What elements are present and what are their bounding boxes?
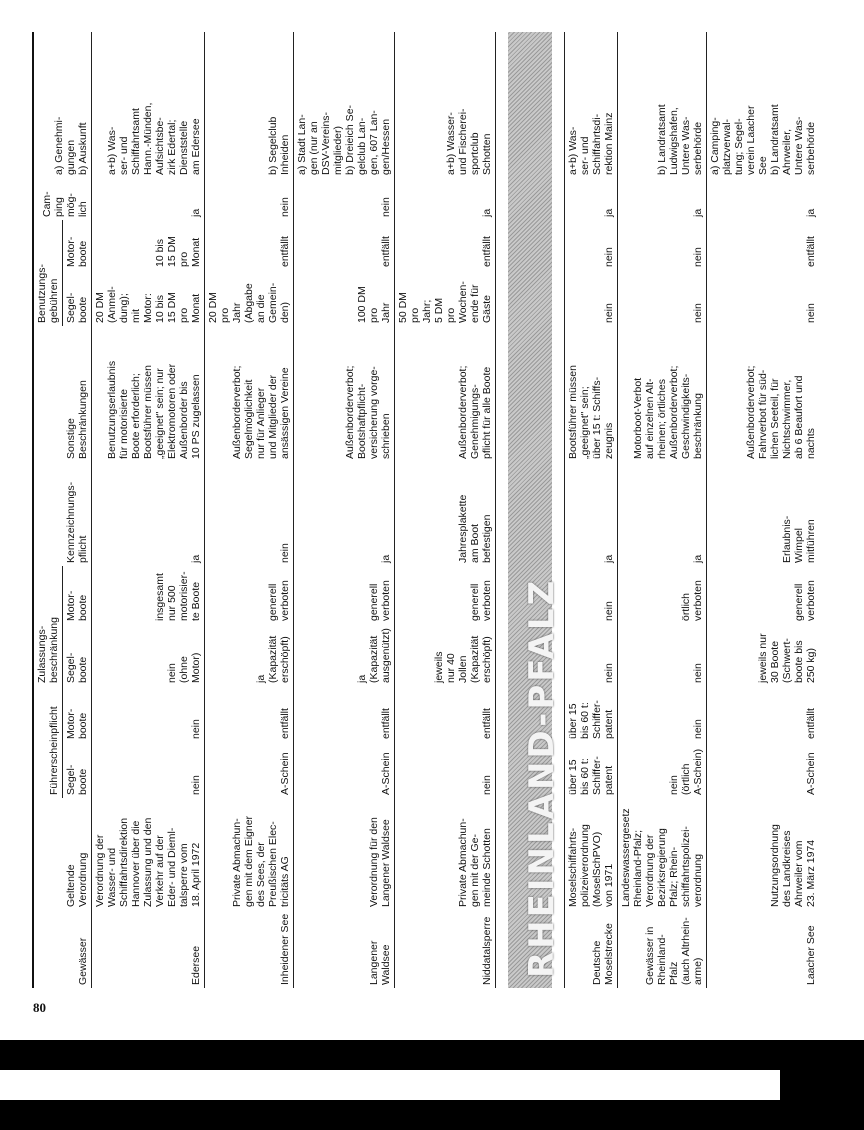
restrictions-cell: Außenborderverbot; Segelmöglichkeit nur für Anlieger und Mitglieder der ansässigen Vereine [205, 326, 294, 462]
header-gewaesser: Gewässer [33, 910, 92, 988]
section-cell [496, 32, 565, 988]
header-genehmigung: a) Genehmi- gungen b) Auskunft [33, 32, 92, 178]
restrictions-cell: Außenborderverbot; Genehmigungs- pflicht für alle Boote [395, 326, 496, 462]
admission-motor-cell: nein [565, 566, 618, 624]
fee-motor-cell: 10 bis 15 DM pro Monat [92, 220, 205, 270]
header-verordnung: Geltende Verordnung [33, 798, 92, 910]
scan-gap [0, 1070, 780, 1100]
regulation-cell: Private Abmachun- gen mit der Ge- meinde Schotten [395, 798, 496, 910]
authority-cell: a+b) Was- ser- und Schiffahrtsdi- rektion Mainz [565, 32, 618, 178]
restrictions-cell: Außenborderverbot; Fahrverbot für süd- lichen Seeteil, für Nichtschwimmer, ab 6 Beaufort und nachts [707, 326, 820, 462]
authority-cell: b) Landratsamt Ludwigshafen, Untere Was- serbehörde [618, 32, 707, 178]
section-divider [496, 32, 565, 988]
marking-cell: ja [618, 462, 707, 566]
table-row [205, 32, 294, 988]
header-gebuehren: Benutzungs- gebühren [33, 220, 63, 326]
section-row [496, 32, 565, 988]
table-row [707, 32, 820, 988]
fee-motor-cell: entfällt [205, 220, 294, 270]
waterbody-cell: Deutsche Moselstrecke [565, 910, 618, 988]
license-sail-cell: A-Schein [294, 742, 395, 798]
regulation-cell: Moselschiffahrts- polizeiverordnung (MoselSchPVO) von 1971 [565, 798, 618, 910]
table-body-rheinland-pfalz [565, 32, 820, 988]
fee-sail-cell: nein [707, 270, 820, 326]
header-fuehrerschein: Führerscheinpflicht [33, 686, 63, 798]
waterbody-cell: Niddatalsperre [395, 910, 496, 988]
authority-cell: a) Camping- platzverwal- tung; Segel- verein Laacher See b) Landratsamt Ahrweiler, Untere Was- serbehörde [707, 32, 820, 178]
regulations-table [32, 32, 819, 988]
license-motor-cell: über 15 bis 60 t: Schiffer- patent [565, 686, 618, 742]
camping-cell: ja [395, 178, 496, 220]
section-banner-label: RHEINLAND-PFALZ [522, 577, 562, 978]
table-row [395, 32, 496, 988]
header-zulassung: Zulassungs- beschränkung [33, 566, 63, 686]
admission-sail-cell: jeweils nur 40 Jollen (Kapazität erschöpft) [395, 624, 496, 686]
camping-cell: nein [294, 178, 395, 220]
admission-motor-cell: generell verboten [395, 566, 496, 624]
waterbody-cell: Edersee [92, 910, 205, 988]
header-sonstige: Sonstige Beschränkungen [33, 326, 92, 462]
fee-motor-cell: nein [565, 220, 618, 270]
header-fs-motor: Motor- boote [63, 686, 92, 742]
marking-cell: ja [294, 462, 395, 566]
camping-cell: nein [205, 178, 294, 220]
license-motor-cell: entfällt [707, 686, 820, 742]
admission-motor-cell: generell verboten [707, 566, 820, 624]
waterbody-cell: Laacher See [707, 910, 820, 988]
page-number: 80 [33, 1000, 46, 1015]
fee-sail-cell: 100 DM pro Jahr [294, 270, 395, 326]
regulation-cell: Verordnung der Wasser- und Schiffahrtsdirektion Hannover über die Zulassung und den Verkehr auf der Eder- und Dieml- talsperre vom 18. April 1972 [92, 798, 205, 910]
fee-motor-cell: entfällt [294, 220, 395, 270]
admission-motor-cell: insgesamt nur 500 motorisier- te Boote [92, 566, 205, 624]
license-motor-cell: entfällt [294, 686, 395, 742]
fee-motor-cell: entfällt [395, 220, 496, 270]
table-body-hessen [92, 32, 496, 988]
marking-cell: ja [565, 462, 618, 566]
authority-cell: a+b) Wasser- und Fischerei- sportclub Schotten [395, 32, 496, 178]
license-sail-cell: nein [395, 742, 496, 798]
table-row [618, 32, 707, 988]
fee-sail-cell: nein [618, 270, 707, 326]
fee-motor-cell: nein [618, 220, 707, 270]
regulation-cell: Nutzungsordnung des Landkreises Ahrweiler vom 23. März 1974 [707, 798, 820, 910]
table-row [92, 32, 205, 988]
table-row [294, 32, 395, 988]
regulations-table-wrapper [32, 32, 832, 988]
header-kennzeichnung: Kennzeichnungs- pflicht [33, 462, 92, 566]
section-banner [508, 32, 562, 988]
authority-cell: b) Segelclub Inheiden [205, 32, 294, 178]
restrictions-cell: Benutzungserlaubnis für motorisierte Boote erforderlich; Bootsführer müssen „geeignet" sein; nur Elektromotoren oder Außenborder bis 10 PS zugelassen [92, 326, 205, 462]
license-motor-cell: nein [92, 686, 205, 742]
fee-motor-cell: entfällt [707, 220, 820, 270]
waterbody-cell: Langener Waldsee [294, 910, 395, 988]
admission-motor-cell: generell verboten [294, 566, 395, 624]
fee-sail-cell: 50 DM pro Jahr; 5 DM pro Wochen- ende für Gäste [395, 270, 496, 326]
admission-sail-cell: nein [565, 624, 618, 686]
header-camping: Cam- ping mög- lich [33, 178, 92, 220]
license-sail-cell: A-Schein [205, 742, 294, 798]
regulation-cell: Private Abmachun- gen mit dem Eigner des Sees, der Preußischen Elec- tricitäts AG [205, 798, 294, 910]
waterbody-cell: Gewässer in Rheinland-Pfalz (auch Altrhein- arme) [618, 910, 707, 988]
camping-cell: ja [707, 178, 820, 220]
admission-sail-cell: nein [618, 624, 707, 686]
license-sail-cell: nein (örtlich A-Schein) [618, 742, 707, 798]
camping-cell: ja [565, 178, 618, 220]
license-motor-cell: nein [618, 686, 707, 742]
license-sail-cell: über 15 bis 60 t: Schiffer- patent [565, 742, 618, 798]
license-motor-cell: entfällt [395, 686, 496, 742]
header-row-1 [33, 32, 63, 988]
admission-sail-cell: jeweils nur 30 Boote (Schwert- boote bis 250 kg) [707, 624, 820, 686]
header-fs-segel: Segel- boote [63, 742, 92, 798]
table-row [565, 32, 618, 988]
authority-cell: a) Stadt Lan- gen (nur an DSV-Vereins- mitglieder) b) Dreieich Se- gelclub Lan- gen, 607 Lan- gen/Hessen [294, 32, 395, 178]
admission-motor-cell: örtlich verboten [618, 566, 707, 624]
marking-cell: Jahresplakette am Boot befestigen [395, 462, 496, 566]
marking-cell: nein [205, 462, 294, 566]
marking-cell: Erlaubnis- Wimpel mitführen [707, 462, 820, 566]
header-zul-motor: Motor- boote [63, 566, 92, 624]
fee-sail-cell: 20 DM pro Jahr (Abgabe an die Gemein- den) [205, 270, 294, 326]
restrictions-cell: Bootsführer müssen „geeignet" sein; über 15 t: Schiffs- zeugnis [565, 326, 618, 462]
header-geb-motor: Motor- boote [63, 220, 92, 270]
admission-sail-cell: ja (Kapazität erschöpft) [205, 624, 294, 686]
restrictions-cell: Außenborderverbot; Bootshaftpflicht- versicherung vorge- schrieben [294, 326, 395, 462]
fee-sail-cell: 20 DM (Anmel- dung); mit Motor: 10 bis 15 DM pro Monat [92, 270, 205, 326]
header-geb-segel: Segel- boote [63, 270, 92, 326]
license-motor-cell: entfällt [205, 686, 294, 742]
authority-cell: a+b) Was- ser- und Schiffahrtsamt Hann.-Münden, Aufsichtsbe- zirk Edertal; Dienststelle am Edersee [92, 32, 205, 178]
admission-sail-cell: nein (ohne Motor) [92, 624, 205, 686]
fee-sail-cell: nein [565, 270, 618, 326]
camping-cell: ja [618, 178, 707, 220]
admission-sail-cell: ja (Kapazität ausgenützt) [294, 624, 395, 686]
admission-motor-cell: generell verboten [205, 566, 294, 624]
waterbody-cell: Inheidener See [205, 910, 294, 988]
header-zul-segel: Segel- boote [63, 624, 92, 686]
marking-cell: ja [92, 462, 205, 566]
camping-cell: ja [92, 178, 205, 220]
regulation-cell: Verordnung für den Langener Waldsee [294, 798, 395, 910]
restrictions-cell: Motorboot-Verbot auf einzelnen Alt- rheinen; örtliches Außenborderverbot; Geschwindigkeits- beschränkung [618, 326, 707, 462]
regulation-cell: Landeswassergesetz Rheinland-Pfalz; Verordnung der Bezirksregierung Pfalz; Rhein- schiffahrtspolizei- verordnung [618, 798, 707, 910]
license-sail-cell: nein [92, 742, 205, 798]
license-sail-cell: A-Schein [707, 742, 820, 798]
